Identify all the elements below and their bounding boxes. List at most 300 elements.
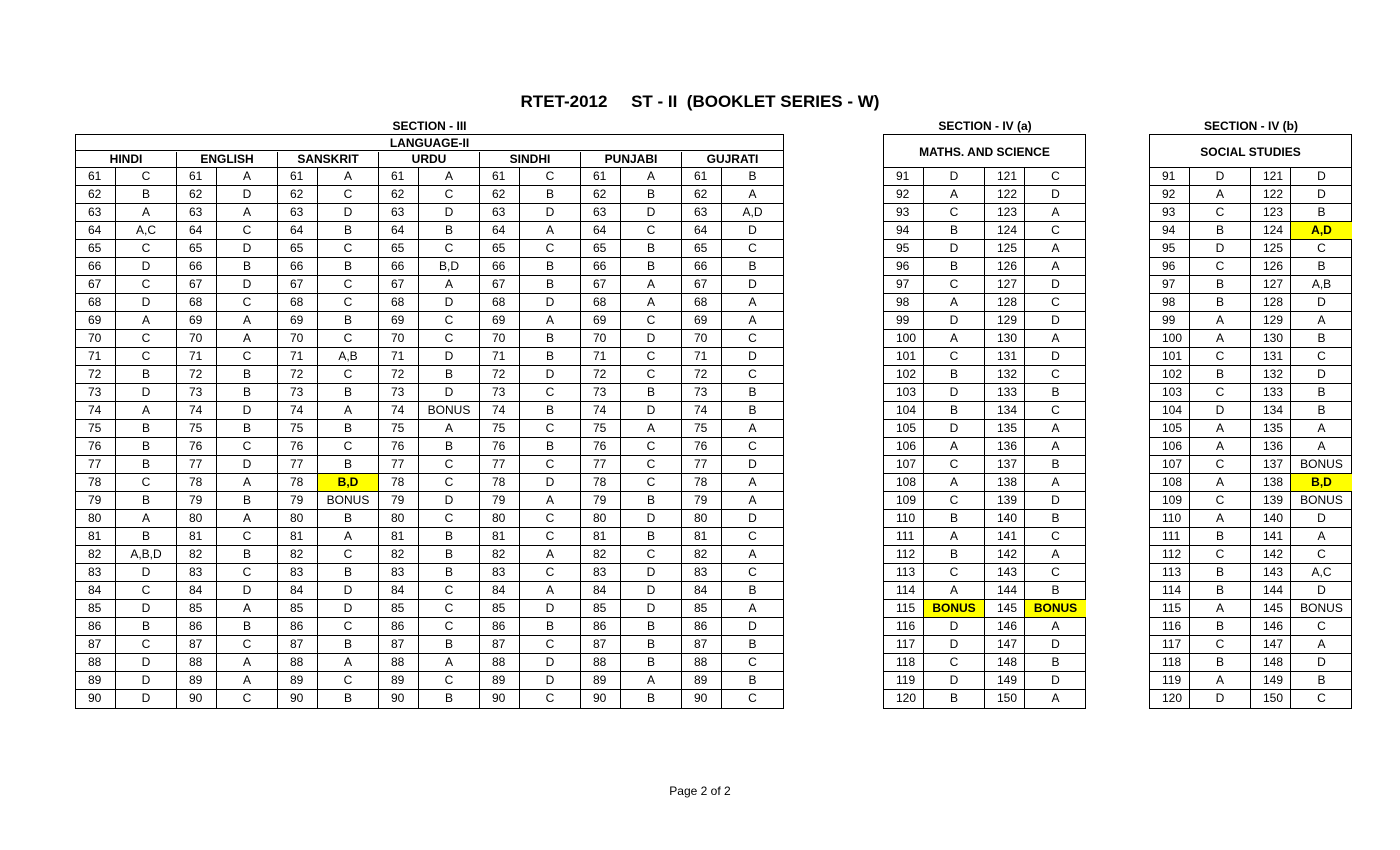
question-number: 84 [278, 582, 318, 600]
answer-key: D [318, 204, 379, 222]
answer-key: A [621, 276, 682, 294]
answer-key: D [1190, 690, 1251, 708]
answer-key: C [318, 618, 379, 636]
answer-key: C [116, 582, 177, 600]
answer-key: B [1291, 258, 1352, 276]
answer-key: C [116, 348, 177, 366]
answer-key: C [217, 564, 278, 582]
question-number: 84 [480, 582, 520, 600]
question-number: 130 [985, 330, 1025, 348]
answer-key: D [520, 366, 581, 384]
answer-key: D [722, 618, 783, 636]
language-header: SINDHI [480, 152, 581, 167]
question-number: 119 [1150, 672, 1190, 690]
question-number: 81 [278, 528, 318, 546]
question-number: 117 [884, 636, 924, 654]
answer-key: D [621, 402, 682, 420]
question-number: 126 [985, 258, 1025, 276]
question-number: 67 [76, 276, 116, 294]
question-number: 113 [1150, 564, 1190, 582]
answer-key: C [748, 691, 757, 705]
question-number: 63 [278, 204, 318, 222]
question-number: 129 [1251, 312, 1291, 330]
answer-key: C [318, 240, 379, 258]
question-number: 94 [1150, 222, 1190, 240]
answer-key: C [419, 618, 480, 636]
question-number: 137 [985, 456, 1025, 474]
question-number: 114 [884, 582, 924, 600]
answer-key: A [1190, 420, 1251, 438]
answer-key: D [116, 258, 177, 276]
answer-key: B [520, 258, 581, 276]
question-number: 72 [177, 366, 217, 384]
answer-key: B [924, 366, 985, 384]
question-number: 120 [884, 690, 924, 708]
answer-key: D [722, 276, 783, 294]
question-number: 113 [884, 564, 924, 582]
answer-key: C [520, 456, 581, 474]
answer-key: D [924, 636, 985, 654]
answer-key: D [621, 582, 682, 600]
answer-key: A [1025, 474, 1086, 492]
answer-key: C [318, 330, 379, 348]
question-number: 109 [884, 492, 924, 510]
answer-key: B [722, 636, 783, 654]
question-number: 134 [1251, 402, 1291, 420]
question-number: 106 [1150, 438, 1190, 456]
section4b-table [1149, 134, 1352, 709]
answer-key: D [1291, 186, 1352, 204]
answer-key: B [520, 276, 581, 294]
answer-key: B [621, 258, 682, 276]
answer-key: D [621, 330, 682, 348]
question-number: 95 [1150, 240, 1190, 258]
question-number: 127 [985, 276, 1025, 294]
answer-key: C [116, 636, 177, 654]
question-number: 89 [682, 672, 722, 690]
question-number: 143 [985, 564, 1025, 582]
answer-key: B [116, 438, 177, 456]
answer-key: D [1025, 312, 1086, 330]
question-number: 96 [1150, 258, 1190, 276]
question-number: 103 [1150, 384, 1190, 402]
answer-key: D [217, 582, 278, 600]
question-number: 104 [1150, 402, 1190, 420]
question-number: 75 [480, 420, 520, 438]
question-number: 78 [480, 474, 520, 492]
question-number: 148 [985, 654, 1025, 672]
answer-key: A [1190, 438, 1251, 456]
question-number: 71 [177, 348, 217, 366]
question-number: 150 [1251, 690, 1291, 708]
answer-key: A [217, 654, 278, 672]
question-number: 76 [76, 438, 116, 456]
answer-key: D [621, 204, 682, 222]
question-number: 82 [581, 546, 621, 564]
answer-key: B [520, 330, 581, 348]
answer-key: C [621, 222, 682, 240]
question-number: 131 [985, 348, 1025, 366]
answer-key: D [1190, 168, 1251, 186]
answer-key: B [1291, 330, 1352, 348]
answer-key: B [116, 618, 177, 636]
answer-key: D [1291, 510, 1352, 528]
question-number: 118 [1150, 654, 1190, 672]
answer-key: C [1291, 240, 1352, 258]
question-number: 141 [1251, 528, 1291, 546]
question-number: 79 [177, 492, 217, 510]
answer-key: A [722, 600, 783, 618]
answer-key: B [217, 492, 278, 510]
question-number: 84 [581, 582, 621, 600]
question-number: 87 [581, 636, 621, 654]
question-number: 66 [480, 258, 520, 276]
answer-key: D [1190, 240, 1251, 258]
question-number: 72 [76, 366, 116, 384]
question-number: 70 [278, 330, 318, 348]
question-number: 122 [985, 186, 1025, 204]
question-number: 144 [985, 582, 1025, 600]
answer-key: A [520, 546, 581, 564]
answer-key: B [924, 222, 985, 240]
question-number: 145 [1251, 600, 1291, 618]
answer-key: C [1190, 204, 1251, 222]
question-number: 82 [682, 546, 722, 564]
answer-key: B [621, 240, 682, 258]
answer-key: A [520, 492, 581, 510]
answer-key: C [1317, 691, 1326, 705]
answer-key: C [621, 366, 682, 384]
answer-key: B [1025, 510, 1086, 528]
question-number: 129 [985, 312, 1025, 330]
question-number: 135 [985, 420, 1025, 438]
question-number: 79 [379, 492, 419, 510]
question-number: 65 [76, 240, 116, 258]
answer-key: C [318, 438, 379, 456]
answer-key: D [419, 384, 480, 402]
answer-key: A [924, 294, 985, 312]
answer-key: C [419, 456, 480, 474]
section4b-title: SECTION - IV (b) [1204, 119, 1298, 133]
question-number: 87 [682, 636, 722, 654]
question-number: 63 [682, 204, 722, 222]
answer-key: C [116, 276, 177, 294]
answer-key: B [318, 420, 379, 438]
answer-key: C [1025, 222, 1086, 240]
question-number: 109 [1150, 492, 1190, 510]
answer-key: C [924, 564, 985, 582]
answer-key: B [419, 636, 480, 654]
answer-key: C [419, 672, 480, 690]
question-number: 90 [177, 690, 217, 708]
answer-key: A [1291, 438, 1352, 456]
question-number: 82 [379, 546, 419, 564]
answer-key: A [318, 528, 379, 546]
answer-key: A [217, 672, 278, 690]
question-number: 69 [379, 312, 419, 330]
answer-key: B,D [1291, 474, 1352, 492]
question-number: 77 [76, 456, 116, 474]
answer-key: C [1291, 618, 1352, 636]
question-number: 67 [278, 276, 318, 294]
question-number: 76 [682, 438, 722, 456]
question-number: 143 [1251, 564, 1291, 582]
answer-key: B [1291, 384, 1352, 402]
question-number: 74 [76, 402, 116, 420]
question-number: 95 [884, 240, 924, 258]
answer-key: C [924, 492, 985, 510]
question-number: 112 [1150, 546, 1190, 564]
answer-key: D [419, 294, 480, 312]
answer-key: A [722, 294, 783, 312]
question-number: 85 [480, 600, 520, 618]
question-number: 72 [581, 366, 621, 384]
question-number: 75 [177, 420, 217, 438]
question-number: 85 [581, 600, 621, 618]
question-number: 80 [76, 510, 116, 528]
question-number: 88 [379, 654, 419, 672]
answer-key: A [318, 402, 379, 420]
question-number: 93 [884, 204, 924, 222]
question-number: 73 [76, 384, 116, 402]
answer-key: B [318, 222, 379, 240]
question-number: 76 [480, 438, 520, 456]
answer-key: A [621, 294, 682, 312]
question-number: 72 [480, 366, 520, 384]
question-number: 77 [480, 456, 520, 474]
answer-key: A [419, 168, 480, 186]
question-number: 100 [884, 330, 924, 348]
question-number: 91 [884, 168, 924, 186]
answer-key: D [1291, 294, 1352, 312]
answer-key: D [722, 510, 783, 528]
answer-key: A [318, 654, 379, 672]
language-header: PUNJABI [581, 152, 682, 167]
answer-key: C [520, 636, 581, 654]
answer-key: C [1025, 402, 1086, 420]
question-number: 115 [884, 600, 924, 618]
question-number: 102 [1150, 366, 1190, 384]
question-number: 104 [884, 402, 924, 420]
question-number: 87 [480, 636, 520, 654]
answer-key: A [1190, 474, 1251, 492]
question-number: 74 [682, 402, 722, 420]
answer-key: A [116, 402, 177, 420]
answer-key: D [924, 618, 985, 636]
answer-key: C [318, 276, 379, 294]
answer-key: C [722, 330, 783, 348]
question-number: 133 [985, 384, 1025, 402]
question-number: 71 [76, 348, 116, 366]
question-number: 77 [581, 456, 621, 474]
answer-key: B [419, 528, 480, 546]
answer-key: A [419, 420, 480, 438]
answer-key: B [621, 492, 682, 510]
question-number: 88 [480, 654, 520, 672]
answer-key: B [1190, 618, 1251, 636]
question-number: 68 [177, 294, 217, 312]
question-number: 80 [682, 510, 722, 528]
answer-key: C [1190, 636, 1251, 654]
answer-key: B [1291, 204, 1352, 222]
question-number: 63 [480, 204, 520, 222]
answer-key: C [1025, 366, 1086, 384]
answer-key: B [1190, 222, 1251, 240]
answer-key: C [520, 240, 581, 258]
page-title: RTET-2012 ST - II (BOOKLET SERIES - W) [520, 92, 880, 111]
question-number: 84 [379, 582, 419, 600]
answer-key: C [217, 222, 278, 240]
answer-key: D [1025, 348, 1086, 366]
answer-key: C [419, 240, 480, 258]
question-number: 68 [581, 294, 621, 312]
question-number: 62 [177, 186, 217, 204]
question-number: 67 [379, 276, 419, 294]
answer-key: A,C [1291, 564, 1352, 582]
question-number: 80 [278, 510, 318, 528]
question-number: 67 [177, 276, 217, 294]
answer-key: C [1190, 258, 1251, 276]
question-number: 140 [1251, 510, 1291, 528]
answer-key: C [722, 438, 783, 456]
answer-key: B [217, 258, 278, 276]
question-number: 115 [1150, 600, 1190, 618]
answer-key: B [318, 690, 379, 708]
answer-key: B [1025, 582, 1086, 600]
section3-subtitle: LANGUAGE-II [389, 136, 470, 150]
answer-key: C [621, 312, 682, 330]
section4b-subject: SOCIAL STUDIES [1200, 145, 1301, 159]
answer-key: B [1025, 654, 1086, 672]
answer-key: A,D [1291, 222, 1352, 240]
question-number: 92 [884, 186, 924, 204]
answer-key: C [520, 510, 581, 528]
question-number: 107 [1150, 456, 1190, 474]
answer-key: A,D [722, 204, 783, 222]
question-number: 77 [278, 456, 318, 474]
answer-key: C [722, 528, 783, 546]
question-number: 71 [278, 348, 318, 366]
answer-key: B [520, 348, 581, 366]
question-number: 84 [177, 582, 217, 600]
question-number: 123 [985, 204, 1025, 222]
answer-key: BONUS [924, 600, 985, 618]
answer-key: D [217, 402, 278, 420]
question-number: 132 [1251, 366, 1291, 384]
answer-key: A [621, 672, 682, 690]
question-number: 79 [480, 492, 520, 510]
answer-key: A [217, 600, 278, 618]
question-number: 66 [76, 258, 116, 276]
answer-key: B [318, 636, 379, 654]
question-number: 62 [278, 186, 318, 204]
answer-key: B [924, 546, 985, 564]
question-number: 138 [1251, 474, 1291, 492]
answer-key: A [1051, 691, 1060, 705]
answer-key: C [116, 474, 177, 492]
answer-key: A [924, 528, 985, 546]
answer-key: D [621, 564, 682, 582]
answer-key: B [722, 582, 783, 600]
question-number: 68 [682, 294, 722, 312]
answer-key: A [116, 204, 177, 222]
answer-key: B [318, 258, 379, 276]
question-number: 100 [1150, 330, 1190, 348]
question-number: 64 [177, 222, 217, 240]
answer-key: C [116, 240, 177, 258]
answer-key: A [520, 222, 581, 240]
question-number: 72 [682, 366, 722, 384]
question-number: 71 [581, 348, 621, 366]
answer-key: C [924, 204, 985, 222]
answer-key: A,B,D [116, 546, 177, 564]
question-number: 71 [480, 348, 520, 366]
question-number: 63 [581, 204, 621, 222]
question-number: 79 [581, 492, 621, 510]
question-number: 80 [177, 510, 217, 528]
question-number: 97 [884, 276, 924, 294]
question-number: 81 [682, 528, 722, 546]
answer-key: D [116, 564, 177, 582]
answer-key: D [116, 690, 177, 708]
answer-key: D [1025, 672, 1086, 690]
answer-key: D [1025, 492, 1086, 510]
answer-key: D [520, 672, 581, 690]
question-number: 75 [379, 420, 419, 438]
question-number: 73 [177, 384, 217, 402]
question-number: 108 [884, 474, 924, 492]
answer-key: D [1190, 402, 1251, 420]
section3-title: SECTION - III [392, 119, 467, 133]
question-number: 71 [379, 348, 419, 366]
answer-key: C [1190, 492, 1251, 510]
question-number: 68 [480, 294, 520, 312]
question-number: 83 [278, 564, 318, 582]
answer-key: C [1025, 528, 1086, 546]
answer-key: C [318, 546, 379, 564]
question-number: 79 [278, 492, 318, 510]
question-number: 111 [884, 528, 924, 546]
answer-key: B [722, 384, 783, 402]
answer-key: A,C [116, 222, 177, 240]
question-number: 73 [581, 384, 621, 402]
question-number: 90 [480, 690, 520, 708]
question-number: 70 [177, 330, 217, 348]
answer-key: B [419, 564, 480, 582]
answer-key: C [722, 366, 783, 384]
section4a-table [883, 134, 1086, 709]
answer-key: B [722, 168, 783, 186]
answer-key: C [1291, 348, 1352, 366]
answer-key: C [217, 690, 278, 708]
question-number: 67 [480, 276, 520, 294]
question-number: 87 [379, 636, 419, 654]
answer-key: C [217, 348, 278, 366]
page-footer: Page 2 of 2 [669, 784, 731, 798]
answer-key: B [318, 456, 379, 474]
question-number: 108 [1150, 474, 1190, 492]
question-number: 64 [581, 222, 621, 240]
answer-key: B [116, 456, 177, 474]
question-number: 73 [682, 384, 722, 402]
answer-key: A [924, 330, 985, 348]
answer-key: C [621, 438, 682, 456]
question-number: 141 [985, 528, 1025, 546]
answer-key: C [621, 474, 682, 492]
question-number: 87 [76, 636, 116, 654]
question-number: 82 [480, 546, 520, 564]
answer-key: A [722, 546, 783, 564]
